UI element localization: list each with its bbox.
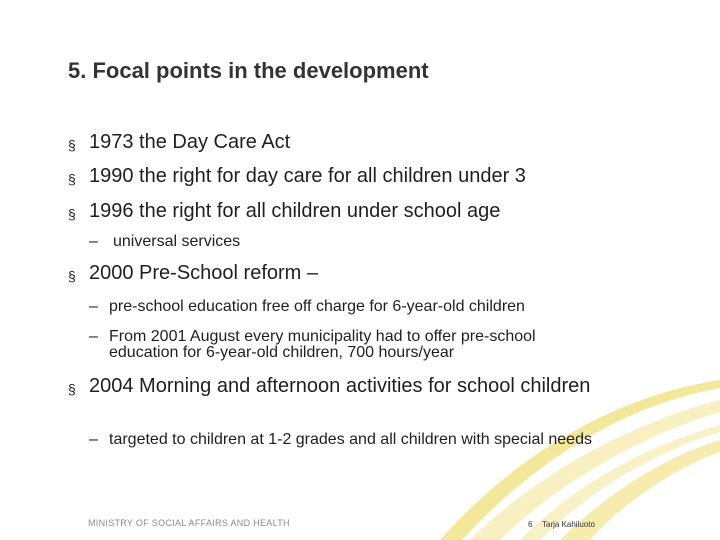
sub-mark: – — [89, 431, 98, 448]
bullet-text: 2004 Morning and afternoon activities for school children — [89, 375, 591, 397]
bullet-mark: § — [68, 268, 76, 284]
sub-text: pre-school education free off charge for 6-year-old children — [109, 298, 525, 315]
sub-mark: – — [89, 233, 98, 250]
bullet-text: 1990 the right for day care for all children under 3 — [89, 165, 526, 187]
sub-text: targeted to children at 1-2 grades and all children with special needs — [109, 431, 592, 448]
sub-text: universal services — [113, 233, 241, 250]
bullet-text: 2000 Pre-School reform – — [89, 262, 319, 284]
bullet-mark: § — [68, 137, 76, 153]
sub-mark: – — [89, 298, 98, 315]
footer-ministry-name: MINISTRY OF SOCIAL AFFAIRS AND HEALTH — [88, 518, 290, 528]
bullet-text: 1996 the right for all children under school age — [89, 200, 501, 222]
bullet-mark: § — [68, 381, 76, 397]
slide-title: 5. Focal points in the development — [68, 58, 429, 83]
sub-mark: – — [89, 328, 98, 345]
bullet-mark: § — [68, 206, 76, 222]
bullet-text: 1973 the Day Care Act — [89, 131, 291, 153]
footer-author: Tarja Kahiluoto — [542, 520, 595, 529]
page-number: 6 — [528, 520, 533, 529]
sub-text: From 2001 August every municipality had to offer pre-school education for 6-year-old children, 700 hours/year — [109, 328, 536, 361]
bullet-mark: § — [68, 171, 76, 187]
